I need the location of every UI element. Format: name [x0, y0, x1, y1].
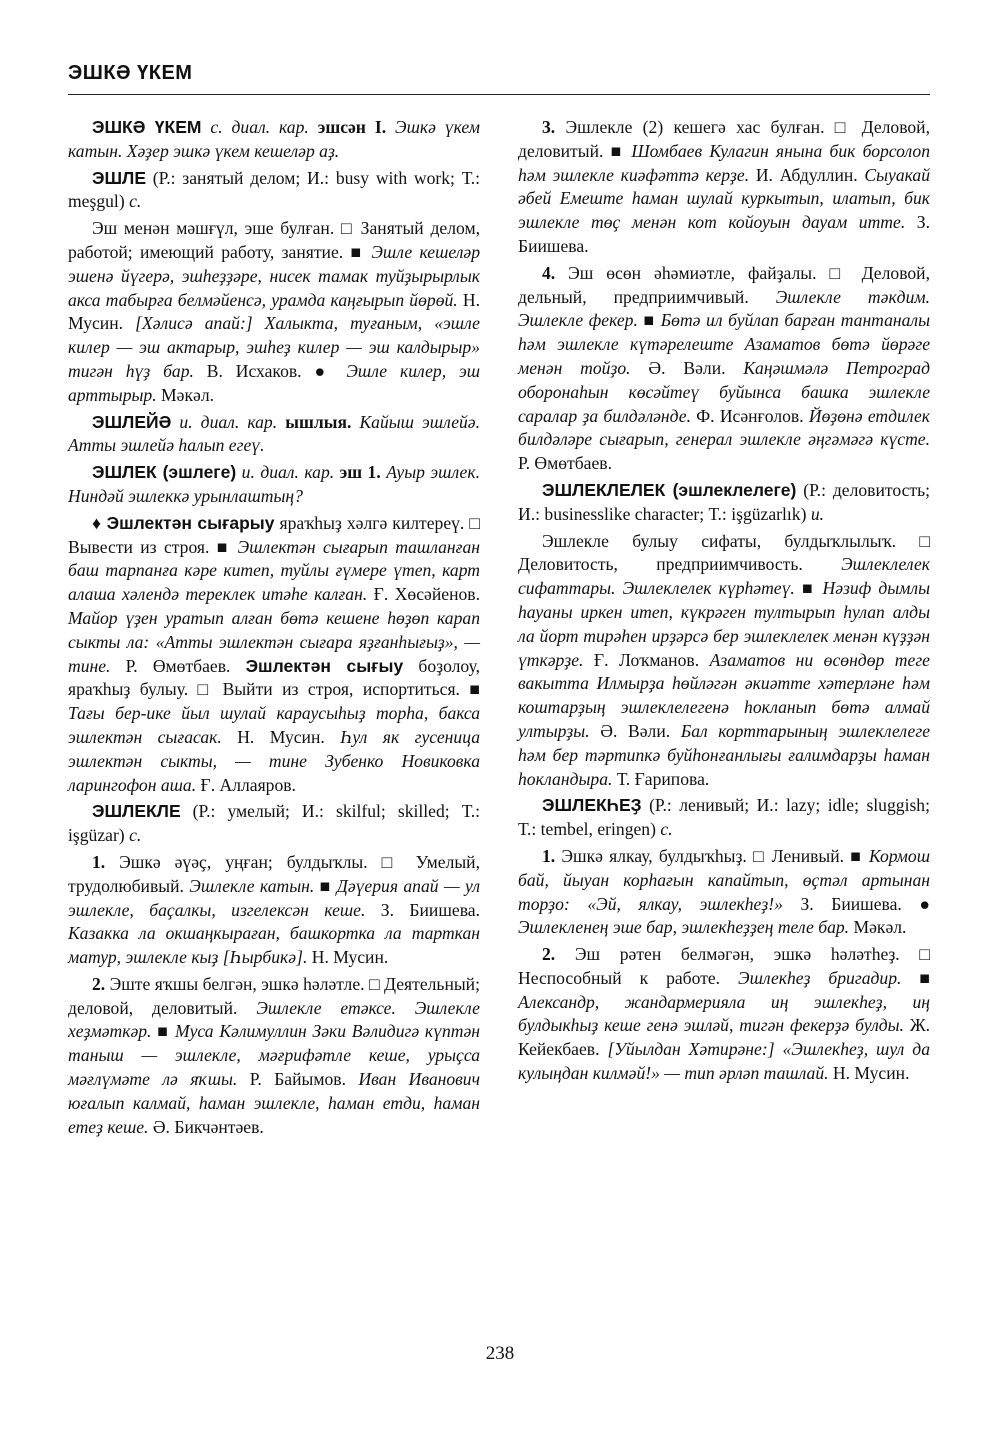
dictionary-paragraph: 4. Эш өсөн әһәмиәтле, файҙалы. □ Деловой, дельный, предприимчивый. Эшлекле тәкдим. Эшлекле фекер. ■ Бөтә ил буйлап барған тантаналы һәм эшлекле күтәрелеште Азаматов бөтә йөрәге менән тойҙо. Ә. Вәли. Каңәшмәлә Петроград оборонаһын көсәйтеү буйынса башка эшлекле саралар ҙа билдәләнде. Ф. Исәнғолов. Йөҙөнә етдилек билдәләре сығарып, генерал эшлекле әңгәмәгә күсте. Р. Өмөтбаев.	[518, 262, 930, 474]
dictionary-paragraph: ЭШЛЕКЛЕЛЕК (эшлеклелеге) (Р.: деловитость; И.: businesslike character; Т.: işgüzarlık) и.	[518, 479, 930, 524]
dictionary-paragraph: ЭШЛЕЙӘ и. диал. кар. ышлыя. Кайыш эшлейә. Атты эшлейә һалып егеү.	[68, 411, 481, 456]
dictionary-paragraph: ЭШЛЕКЛЕ (Р.: умелый; И.: skilful; skilled; Т.: işgüzar) с.	[68, 801, 480, 846]
right-column	[518, 116, 930, 1089]
dictionary-paragraph: 3. Эшлекле (2) кешегә хас булған. □ Деловой, деловитый. ■ Шомбаев Кулагин янына бик борсолоп һәм эшлекле киәфәттә керҙе. И. Абдуллин. Сыуакай әбей Емеште һаман шулай куркытып, илатып, бик эшлекле төҫ менән кот койоуын дауам итте. З. Биишева.	[518, 117, 931, 256]
dictionary-paragraph: 2. Эш рәтен белмәгән, эшкә һәләтһеҙ. □ Неспособный к работе. Эшлекһеҙ бригадир. ■ Александр, жандармерияла иң эшлекһеҙ, иң булдыкһыҙ кеше генә эшләй, тигән фекерҙә булды. Ж. Кейекбаев. [Уйылдан Хәтирәне:] «Эшлекһеҙ, шул да кулыңдан килмәй!» — тип әрләп ташлай. Н. Мусин.	[518, 944, 930, 1084]
dictionary-paragraph: 2. Эште яҡшы белгән, эшкә һәләтле. □ Деятельный; деловой, деловитый. Эшлекле етәксе. Эшлекле хеҙмәткәр. ■ Муса Кәлимуллин Зәки Вәлидигә күптән таныш — эшлекле, мәғрифәтле кеше, урыҫса мәғлүмәте лә яҡшы. Р. Байымов. Иван Иванович юғалып калмай, һаман эшлекле, һаман етди, һаман етеҙ кеше. Ә. Бикчәнтәев.	[68, 973, 480, 1137]
dictionary-paragraph: Эш менән мәшғүл, эше булған. □ Занятый делом, работой; имеющий работу, занятие. ■ Эшле кешеләр эшенә йүгерә, эшһеҙҙәре, нисек тамак туйҙырырлык акса табырға белмәйенсә, урамда каңғырып йөрөй. Н. Мусин. [Хәлисә апай:] Халыкта, туғаным, «эшле килер — эш актарыр, эшһеҙ килер — эш калдырыр» тигән һүҙ бар. В. Исхаков. ● Эшле килер, эш арттырыр. Мәкәл.	[68, 218, 481, 405]
dictionary-paragraph: ЭШЛЕ (Р.: занятый делом; И.: busy with work; Т.: meşgul) с.	[68, 167, 480, 212]
dictionary-paragraph: ЭШКӘ ҮКЕМ с. диал. кар. эшсән I. Эшкә үкем катын. Хәҙер эшкә үкем кешеләр аҙ.	[68, 117, 480, 161]
running-head: ЭШКӘ ҮКЕМ	[68, 62, 193, 84]
dictionary-paragraph: ♦ Эшлектән сығарыу яраҡһыҙ хәлгә килтереү. □ Вывести из строя. ■ Эшлектән сығарып ташланған баш тарпанға кәре китеп, туйлы ғүмере үтеп, карт алаша хәлендә тереклек итәһе калған. Ғ. Хөсәйенов. Майор үҙен уратып алған бөтә кешене һөҙөп карап сыкты ла: «Атты эшлектән сығара яҙғанһығыҙ», — тине. Р. Өмөтбаев. Эшлектән сығыу боҙолоу, яраҡһыҙ булыу. □ Выйти из строя, испортиться. ■ Тағы бер-ике йыл шулай караусыһыҙ торһа, бакса эшлектән сығасак. Н. Мусин. Һул як гусеница эшлектән сыкты, — тине Зубенко Новиковка ларингофон аша. Ғ. Аллаяров.	[68, 512, 481, 795]
left-column	[68, 116, 480, 1142]
dictionary-paragraph: ЭШЛЕКҺЕҘ (Р.: ленивый; И.: lazy; idle; sluggish; Т.: tembel, eringen) с.	[518, 795, 930, 840]
dictionary-paragraph: 1. Эшкә ялкау, булдыҡһыҙ. □ Ленивый. ■ Кормош бай, йыуан корһағын капайтып, өҫтәл артынан торҙо: «Эй, ялкау, эшлекһеҙ!» З. Биишева. ● Эшлекленең эше бар, эшлекһеҙҙең теле бар. Мәкәл.	[518, 845, 930, 938]
dictionary-paragraph: Эшлекле булыу сифаты, булдыҡлылыҡ. □ Деловитость, предприимчивость. Эшлеклелек сифаттары. Эшлеклелек күрһәтеү. ■ Нәзиф дымлы һауаны иркен итеп, күкрәген тултырып һулап алды ла йорт тирәһен ирҙәрсә бер эшлеклелек менән күҙҙән үткәрҙе. Ғ. Лоҡманов. Азаматов ни өсөндөр теге вакытта Илмырҙа һөйләгән әкиәтте хәтерләне һәм коштарҙың эшлеклелегенә һокланып бөтә алмай ултырҙы. Ә. Вәли. Бал корттарының эшлеклелеге һәм бер тәртипкә буйһонғанлығы ғалимдарҙы һаман һокландыра. Т. Ғарипова.	[518, 530, 931, 789]
header-rule	[68, 94, 930, 95]
dictionary-paragraph: ЭШЛЕК (эшлеге) и. диал. кар. эш 1. Ауыр эшлек. Ниндәй эшлеккә урынлаштың?	[68, 462, 480, 506]
page-number: 238	[485, 1343, 515, 1364]
dictionary-paragraph: 1. Эшкә әүәҫ, уңған; булдыҡлы. □ Умелый, трудолюбивый. Эшлекле катын. ■ Дәүерия апай — ул эшлекле, баҫалкы, изгелексән кеше. З. Биишева. Казакка ла окшаңкыраған, башкортка ла тарткан матур, эшлекле кыҙ [Һырбикә]. Н. Мусин.	[68, 851, 480, 968]
